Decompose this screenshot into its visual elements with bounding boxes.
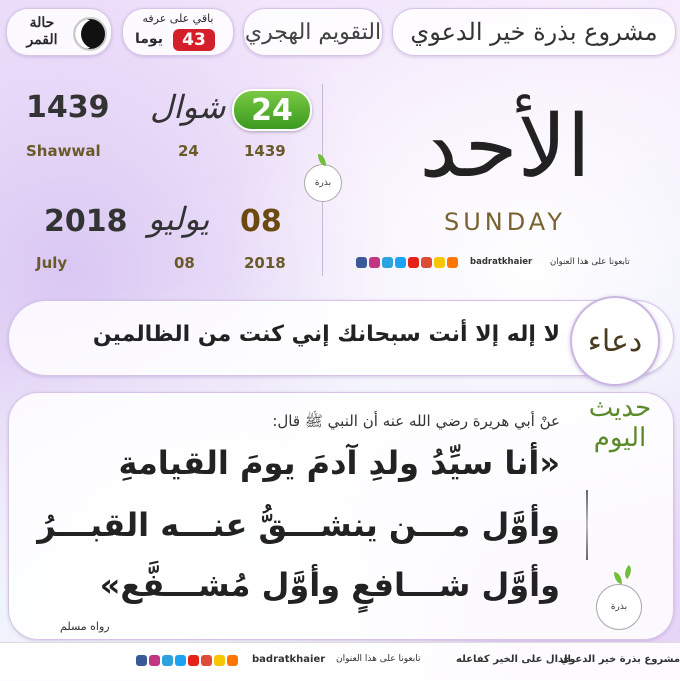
dua-badge: دعاء xyxy=(570,296,660,386)
footer-project: مشروع بذرة خير الدعوي xyxy=(560,654,680,665)
telegram-icon[interactable] xyxy=(162,655,173,666)
google-plus-icon[interactable] xyxy=(421,257,432,268)
twitter-icon[interactable] xyxy=(175,655,186,666)
social-handle[interactable]: badratkhaier xyxy=(470,257,533,267)
hijri-year-label: 1439 xyxy=(244,142,286,160)
facebook-icon[interactable] xyxy=(136,655,147,666)
hijri-day-badge: 24 xyxy=(232,89,312,131)
dua-text: لا إله إلا أنت سبحانك إني كنت من الظالمين xyxy=(92,322,560,347)
footer-social-icons xyxy=(136,655,238,666)
soundcloud-icon[interactable] xyxy=(447,257,458,268)
hadith-line-1: «أنا سيِّدُ ولدِ آدمَ يومَ القيامةِ xyxy=(118,444,560,482)
footer-follow-text: تابعونا على هذا العنوان xyxy=(336,654,421,664)
instagram-icon[interactable] xyxy=(149,655,160,666)
snapchat-icon[interactable] xyxy=(214,655,225,666)
remaining-unit: يوما xyxy=(135,31,163,47)
hadith-narrator: عنْ أبي هريرة رضي الله عنه أن النبي ﷺ قال: xyxy=(272,412,560,430)
soundcloud-icon[interactable] xyxy=(227,655,238,666)
brand-logo-bottom-text: بذرة xyxy=(610,602,628,612)
hijri-day-label: 24 xyxy=(178,142,199,160)
brand-logo xyxy=(304,164,342,202)
hijri-month-ar: شوال xyxy=(150,88,226,126)
days-remaining-panel xyxy=(122,8,234,56)
hijri-calendar-title: التقويم الهجري xyxy=(243,8,383,56)
social-icons xyxy=(356,257,458,268)
gregorian-month-en: July xyxy=(36,254,68,272)
project-title: مشروع بذرة خير الدعوي xyxy=(392,8,676,56)
gregorian-day-label: 08 xyxy=(174,254,195,272)
ornament-icon xyxy=(586,490,588,560)
youtube-icon[interactable] xyxy=(408,257,419,268)
remaining-label: باقي على عرفه xyxy=(142,12,214,25)
follow-text: تابعونا على هذا العنوان xyxy=(550,257,630,267)
twitter-icon[interactable] xyxy=(395,257,406,268)
remaining-count: 43 xyxy=(173,29,215,51)
moon-phase-label: حالة القمر xyxy=(26,15,58,48)
hijri-year: 1439 xyxy=(26,90,110,125)
telegram-icon[interactable] xyxy=(382,257,393,268)
hijri-month-en: Shawwal xyxy=(26,142,101,160)
weekday-ar: الأحد xyxy=(419,97,591,197)
brand-logo-text: بذرة xyxy=(314,178,332,188)
brand-logo-bottom xyxy=(596,584,642,630)
gregorian-day: 08 xyxy=(240,204,282,239)
snapchat-icon[interactable] xyxy=(434,257,445,268)
gregorian-year: 2018 xyxy=(44,204,128,239)
footer-handle[interactable]: badratkhaier xyxy=(252,654,326,665)
hadith-title: حديث اليوم xyxy=(588,393,652,453)
hadith-line-3: وأوَّل شـــافعٍ وأوَّل مُشـــفَّع» xyxy=(99,566,560,604)
google-plus-icon[interactable] xyxy=(201,655,212,666)
footer-slogan: الدال على الخير كفاعله xyxy=(456,654,571,665)
instagram-icon[interactable] xyxy=(369,257,380,268)
moon-icon xyxy=(73,17,107,51)
hadith-line-2: وأوَّل مـــن ينشـــقُّ عنـــه القبـــرُ xyxy=(37,506,560,544)
gregorian-month-ar: يوليو xyxy=(148,200,210,238)
moon-phase-panel xyxy=(6,8,112,56)
gregorian-year-label: 2018 xyxy=(244,254,286,272)
facebook-icon[interactable] xyxy=(356,257,367,268)
hadith-source: رواه مسلم xyxy=(60,620,110,633)
weekday-en: SUNDAY xyxy=(443,208,567,236)
youtube-icon[interactable] xyxy=(188,655,199,666)
